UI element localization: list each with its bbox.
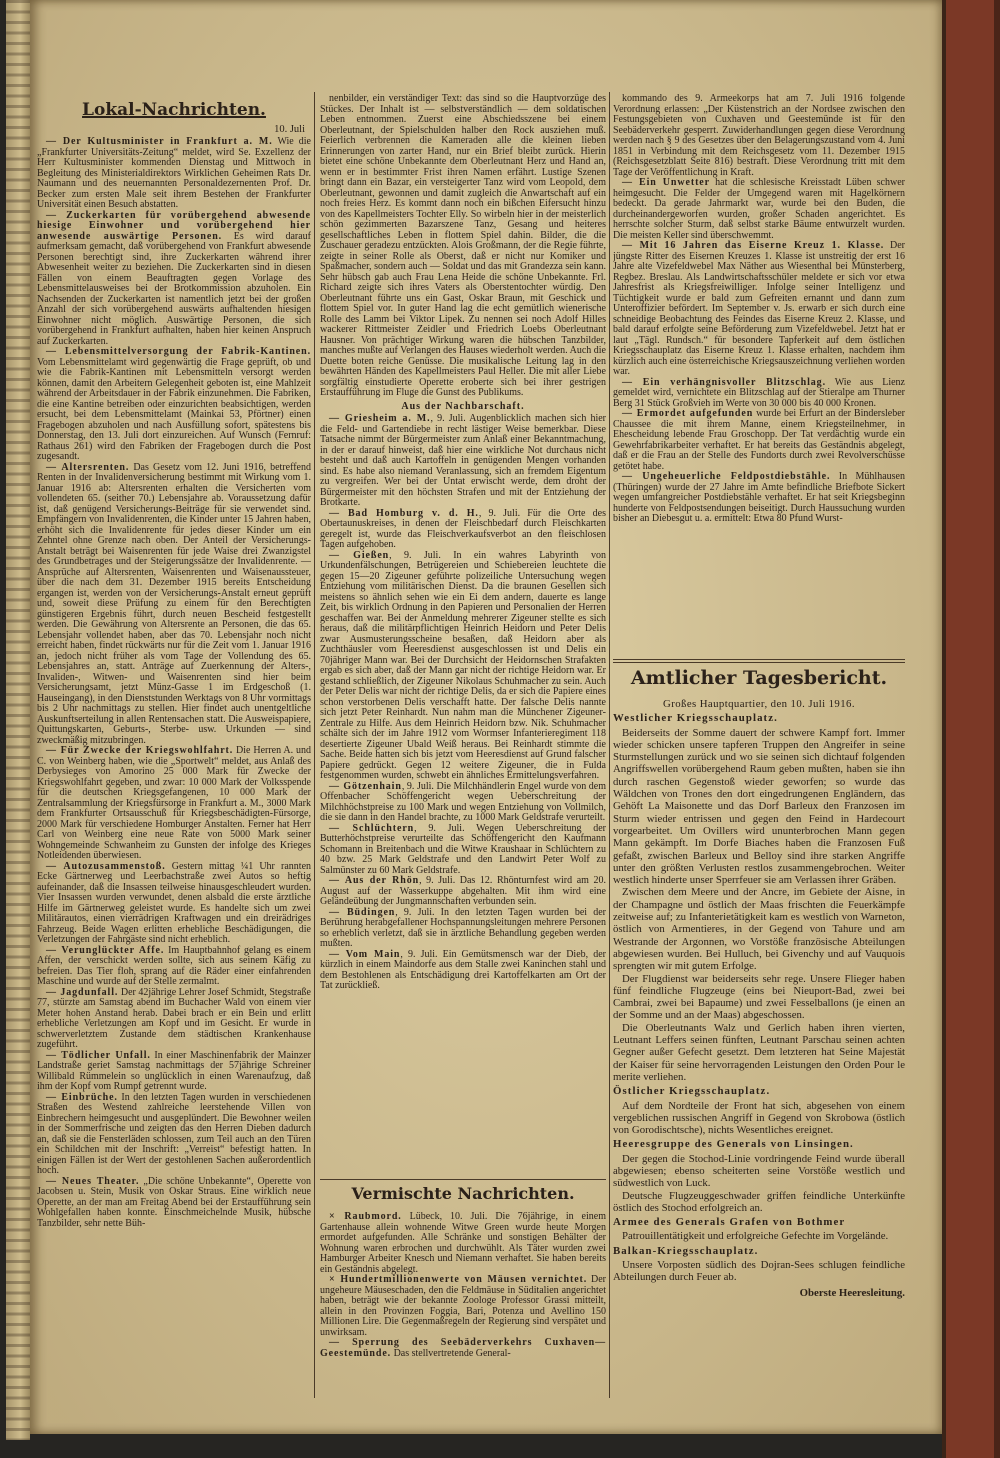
article-paragraph (613, 1100, 905, 1137)
article-lead: — Ermordet aufgefunden (622, 408, 754, 419)
article-lead: — Vom Main (329, 948, 401, 960)
article-lead: — Einbrüche. (46, 1091, 118, 1103)
article-text: Vom Lebensmittelamt wird gegenwärtig die Frage geprüft, ob und wie die Fabrik-Kantinen mit Lebensmitteln versorgt werden können, damit den Arbeitern Gelegenheit geboten ist, eine Mahlzeit während der Arbeitsdauer in der Fabrik einzunehmen. Die Fabriken, die eine Kantine betreiben oder einzurichten beabsichtigen, werden ersucht, bei dem Lebensmittelamt (Mainkai 53, Pförtner) einen Fragebogen abzuholen und nach Ausfüllung sofort, spätestens bis Donnerstag, den 13. Juli dort einzureichen. Auf Wunsch (Fernruf: Rathaus 261) wird den Fabriken der Fragebogen durch die Post zugesandt. (37, 356, 311, 462)
article-text: Die Oberleutnants Walz und Gerlich haben ihren vierten, Leutnant Leffers seinen fünften, Leutnant Parschau seinen achten Gegner außer Gefecht gesetzt. Dem letzteren hat Seine Majestät der Kaiser für seine hervorragenden Leistungen den Orden Pour le merite verliehen. (613, 1021, 905, 1083)
article-paragraph (320, 824, 606, 877)
vermischte-nachrichten-articles (320, 1212, 606, 1398)
article-paragraph (37, 746, 311, 862)
article-text: Im Hauptbahnhof gelang es einem Affen, der verschickt werden sollte, sich aus seinem Käfig zu befreien. Das Tier floh, sprang auf die Räder einer einfahrenden Maschine und wurde auf der Stelle zermalmt. (37, 944, 311, 987)
article-text: Auf dem Nordteile der Front hat sich, abgesehen von einem vergeblichen russischen Angriff in Gegend von Skrobowa (östlich von Gorodischtsche), nichts Wesentliches ereignet. (613, 1099, 905, 1137)
article-lead: — Ein verhängnisvoller Blitzschlag. (622, 376, 826, 388)
article-paragraph (37, 1093, 311, 1177)
article-paragraph (320, 950, 606, 992)
article-text: , 9. Juli. Augenblicklich machen sich hier die Feld- und Gartendiebe in recht lästiger Weise bemerkbar. Diese Tatsache nimmt der Bürgermeister zum Anlaß einer Bekanntmachung, in der er darauf hinweist, daß hier eine wirkliche Not durchaus nicht besteht und daß auch Kartoffeln in genügenden Mengen vorhanden sind. Es habe also niemand Veranlassung, sich an fremdem Eigentum zu vergreifen. Wer bei der Untat erwischt werde, dem droht der Bürgermeister mit den höchsten Strafen und mit der Entziehung der Brotkarte. (320, 413, 606, 508)
column-rule (314, 92, 315, 1398)
article-paragraph (320, 94, 606, 399)
report-dateline: Großes Hauptquartier, den 10. Juli 1916. (663, 698, 855, 710)
article-paragraph (37, 946, 311, 988)
article-lead: — Tödlicher Unfall. (46, 1049, 151, 1061)
article-lead: — Neues Theater. (46, 1175, 140, 1187)
article-text: Beiderseits der Somme dauert der schwere Kampf fort. Immer wieder schicken unsere tapferen Truppen den Angreifer in seine Sturmstellungen zurück und wo sie seinen sich dichtauf folgenden Angriffswellen vorübergehend Raum geben mußten, haben sie ihn durch raschen Gegenstoß wieder geworfen; so wurde das Wäldchen von Trones den dort eingedrungenen Engländern, das Gehöft La Maisonette und das Dorf Barleux den Franzosen im Sturm wieder entrissen und gegen den Feind in Hardecourt vorgearbeitet. Um Ovillers wird ununterbrochen Mann gegen Mann gekämpft. Im Dorfe Biaches haben die Franzosen Fuß gefaßt, zwischen Barleux und Belloy sind ihre starken Angriffe unter den größten Verlusten restlos zusammengebrochen. Weiter westlich hinderte unser Sperrfeuer sie am Verlassen ihrer Gräben. (613, 726, 905, 887)
article-paragraph (320, 1275, 606, 1338)
article-text: , 9. Juli. Das 12. Rhönturnfest wird am 20. August auf der Wasserkuppe abgehalten. Mit ihm wird eine Geländeübung der Jungmannschaften verbunden sein. (320, 875, 606, 907)
article-paragraph (613, 886, 905, 972)
article-paragraph (320, 414, 606, 509)
article-paragraph (613, 1230, 905, 1242)
article-text: Der gegen die Stochod-Linie vordringende Feind wurde überall abgewiesen; ebenso scheiterten seine Vorstöße westlich und südwestlich von Luck. (613, 1152, 905, 1190)
article-text: Unsere Vorposten südlich des Dojran-Sees schlugen feindliche Abteilungen durch Feuer ab. (613, 1259, 905, 1284)
article-paragraph (37, 1051, 311, 1093)
dateline: 10. Juli (274, 124, 305, 135)
article-text: Das Gesetz vom 12. Juni 1916, betreffend Renten in der Invalidenversicherung bestimmt mit Wirkung vom 1. Januar 1916 ab: Altersrenten erhalten die Versicherten vom vollendeten 65. (seither 70.) Lebensjahre ab. Voraussetzung dafür ist, daß genügend Versicherungs-Beiträge für sie verwendet sind. Empfängern von Invalidenrenten, die Kinder unter 15 Jahren haben, erhöht sich die Invalidenrente für jedes dieser Kinder um ein Zehntel ohne Grenze nach oben. Der Anteil der Versicherungs-Anstalt beträgt bei Waisenrenten für jede Waise drei Zwanzigstel des Grundbetrages und der Steigerungssätze der Invalidenrente. — Ansprüche auf Altersrenten, Waisenrenten und Waisenaussteuer, über die nach dem 31. Dezember 1915 bereits Entscheidung ergangen ist, werden von der Versicherungs-Anstalt erneut geprüft und, soweit diese Prüfung zu einem für den Berechtigten günstigeren Ergebnis führt, durch neuen Bescheid festgestellt werden. Die Gewährung von Altersrente an Personen, die das 65. Lebensjahr vollendet haben, aber das 70. Lebensjahr noch nicht erreicht haben, findet rückwärts nur für die Zeit vom 1. Januar 1916 an, jedoch nicht früher als vom Tage der Vollendung des 65. Lebensjahres an, statt. Anträge auf Zuerkennung der Alters-, Invaliden-, Witwen- und Waisenrenten sind hier beim Versicherungsamt, jetzt Münz-Gasse 1 im Erdgeschoß (1. Hauseingang), in den Dienststunden Werktags von 8 Uhr vormittags bis 2 Uhr nachmittags zu stellen. Hier findet auch unentgeltliche Auskunftserteilung in allen Rentensachen statt. Die Ausweispapiere, Quittungskarten, Geburts-, Sterbe- usw. Urkunden — sind zweckmäßig mitzubringen. (37, 461, 311, 746)
article-paragraph (320, 908, 606, 950)
article-text: In einer Maschinenfabrik der Mainzer Landstraße geriet Samstag nachmittags der 57jährige Schreiner Willibald Rümmelein so unglücklich in einen Warenaufzug, daß ihm der Kopf vom Rumpf getrennt wurde. (37, 1049, 311, 1092)
article-paragraph (613, 1190, 905, 1215)
section-rule (613, 662, 905, 663)
article-lead: — Der Kultusminister in Frankfurt a. M. (46, 137, 273, 147)
article-lead: — Autozusammenstoß. (46, 860, 166, 872)
article-text: Zwischen dem Meere und der Ancre, im Gebiete der Aisne, in der Champagne und östlich der Maas frischten die Feuerkämpfe zeitweise auf; zu Infanterietätigkeit kam es westlich von Warneton, östlich von Armentieres, in der Gegend von Tahure und am Westrande der Argonnen, wo Vorstöße französische Abteilungen abgewiesen wurden. Bei Hulluch, bei Givenchy und auf Vauquois sprengten wir mit gutem Erfolge. (613, 886, 905, 973)
article-paragraph (320, 509, 606, 551)
article-paragraph (613, 178, 905, 241)
report-signature: Oberste Heeresleitung. (799, 1286, 905, 1299)
article-text: Es wird darauf aufmerksam gemacht, daß vorübergehend von Frankfurt abwesende Personen berechtigt sind, ihre Zuckerkarten während ihrer Abwesenheit weiter zu beziehen. Die Zuckerkarten sind in diesen Fällen von einem Beauftragten gegen Vorlage des Lebensmittelausweises bei der Brotkommission abzuholen. Ein Nachsenden der Zuckerkarten ist namentlich jetzt bei der großen Anzahl der sich vorübergehend auswärts aufhaltenden hiesigen Einwohner nicht möglich. Auswärtige Personen, die sich vorübergehend in Frankfurt aufhalten, haben hier keinen Anspruch auf Zuckerkarten. (37, 230, 311, 347)
article-paragraph (613, 241, 905, 378)
article-paragraph (613, 1153, 905, 1190)
article-text: Lübeck, 10. Juli. Die 76jährige, in einem Gartenhause allein wohnende Witwe Green wurde heute Morgen ermordet aufgefunden. Alle Schränke und sonstigen Behälter der Wohnung waren erbrochen und durchwühlt. Als Täter wurden zwei Hamburger Arbeiter Knesch und Niemann verhaftet. Sie haben bereits ein Geständnis abgelegt. (320, 1212, 606, 1275)
article-lead: — Bad Homburg v. d. H. (329, 507, 479, 519)
article-text: In den letzten Tagen wurden in verschiedenen Straßen des Westend zahlreiche leerstehende Villen von Einbrechern heimgesucht und ausgeplündert. Die Bewohner weilen in der Sommerfrische und zeigten das den Herren Dieben dadurch an, daß sie die Fensterläden schlossen, zum Teil auch an den Türen ein Schildchen mit der Inschrift: „Verreist“ befestigt hatten. In einigen Fällen ist der Wert der gestohlenen Sachen außerordentlich hoch. (37, 1091, 311, 1176)
article-lead: — Altersrenten. (46, 461, 130, 473)
article-paragraph (320, 1212, 606, 1275)
book-binding (942, 0, 1000, 1458)
section-rule (613, 659, 905, 660)
article-text: hat die schlesische Kreisstadt Lüben schwer heimgesucht. Die Felder der Umgegend waren mit Hagelkörnern bedeckt. Da gerade Jahrmarkt war, wurde bei den Buden, die durcheinandergeworfen wurden, großer Schaden angerichtet. Es herrschte solcher Sturm, daß selbst starke Bäume entwurzelt wurden. Die meisten Keller sind überschwemmt. (613, 177, 905, 241)
article-lead: — Verunglückter Affe. (46, 944, 165, 956)
article-text: nenbilder, ein verständiger Text: das sind so die Hauptvorzüge des Stückes. Der Inhalt ist — selbstverständlich — dem soldatischen Leben entnommen. Zuerst eine Abschiedsszene bei einem Oberleutnant, der Spielschulden halber den Rock ausziehen muß. Feierlich verbrennen die Kameraden alle die kleinen lieben Erinnerungen von zarter Hand, nur ein Brief bleibt zurück. Hierin bietet eine schöne Unbekannte dem Oberleutnant Herz und Hand an, wenn er in bestimmter Frist ihren Namen erfährt. Lustige Szenen bringt dann ein Bazar, ein versteigerter Tanz wird vom Leopold, dem Oberleutnant, gewonnen und damit zugleich die Anwartschaft auf ein noch freies Herz. Es kommt dann noch ein bißchen Eifersucht hinzu von des Kapellmeisters Tochter Elly. So wirbeln hier in der meisterlich schön gezimmerten Bazarszene Tanz, Gesang und heiteres gesellschaftliches Leben in flottem Spiel dahin. Bilder, die die Zuschauer geradezu entzückten. Alois Großmann, der die Regie führte, zeigte in seiner Rolle als Oberst, daß er nicht nur Komiker und Spaßmacher, sondern auch — Soldat und das mit Grandezza sein kann. Sehr hübsch gab auch Frau Lena Heide die schöne Unbekannte. Frl. Richard zeigte sich ihres Vaters als Oberstentochter würdig. Den Oberleutnant führte uns ein Gast, Oskar Braun, mit Geschick und flottem Spiel vor. In guter Hand lag die echt gemütlich wienerische Rolle des Lamm bei Viktor Lipek. Zu nennen sei noch Adolf Hilles wackerer Rittmeister Zeidler und Friedrich Loebs Oberleutnant Hausner. Von prächtiger Wirkung waren die hübschen Tanzbilder, manches mußte auf Verlangen des Hauses wiederholt werden. Auch die Duette boten reiche Genüsse. Die musikalische Leitung lag in den bewährten Händen des Kapellmeisters Paul Heller. Die mit aller Liebe sorgfältig einstudierte Operette eroberte sich bei ihrer gestrigen Erstaufführung im Fluge die Gunst des Publikums. (320, 94, 606, 398)
article-lead: — Griesheim a. M. (329, 413, 431, 424)
article-paragraph (320, 876, 606, 908)
article-text: Deutsche Flugzeuggeschwader griffen feindliche Unterkünfte östlich des Stochod erfolgreich an. (613, 1189, 905, 1214)
amtlicher-tagesbericht-heading: Amtlicher Tagesbericht. (630, 667, 888, 689)
article-paragraph (37, 862, 311, 946)
article-paragraph (613, 727, 905, 887)
article-text: , 9. Juli. In ein wahres Labyrinth von Urkundenfälschungen, Betrügereien und Schiebereien leuchtete die gegen 15—20 Zigeuner geführte polizeiliche Untersuchung wegen Entziehung vom militärischen Dienst. Da die braunen Gesellen sich meistens so ähnlich sehen wie ein Ei dem andern, dauerte es lange Zeit, bis wirklich Ordnung in den Papieren und Personalien der Herren geschaffen war. Bei der Anmeldung mehrerer Zigeuner stellte es sich heraus, daß die militärpflichtigen Heinrich Heidorn und Peter Delis zwar Ausmusterungsscheine besaßen, daß Heidorn aber als Zuchthäusler vom Heeresdienst ausgeschlossen ist und Delis ein 70jähriger Mann war. Bei der Durchsicht der Heidornschen Strafakten ergab es sich aber, daß der Mann gar nicht der richtige Heidorn war. Er gestand schließlich, der Zigeuner Nikolaus Schuhmacher zu sein. Auch der Peter Delis war nicht der richtige Delis, da er sich die Papiere eines schon verstorbenen Delis verschafft hatte. Der falsche Delis nannte sich jetzt Peter Reinhardt. Nun nahm man die Münchener Zigeuner-Zentrale zu Hilfe. Aus dem Heinrich Heidorn bzw. Nik. Schuhmacher schälte sich der im Jahre 1912 vom Wormser Infanterieregiment 118 desertierte Zigeuner Ubald Weiß heraus. Bei Reinhardt stimmte die Sache. Beide hatten sich bis jetzt vom Heeresdienst auf Grund falscher Papiere gedrückt. Gegen 12 weitere Zigeuner, die in Fulda festgenommen wurden, schwebt ein ähnliches Ermittelungsverfahren. (320, 549, 606, 781)
article-lead: — Lebensmittelversorgung der Fabrik-Kantinen. (46, 346, 311, 357)
section-rule (320, 1179, 606, 1180)
article-lead: — Götzenhain (329, 780, 402, 792)
article-lead: — Büdingen (329, 906, 396, 918)
section-subheading: Heeresgruppe des Generals von Linsingen. (613, 1138, 854, 1151)
article-paragraph (37, 211, 311, 348)
article-paragraph (37, 347, 311, 463)
section-subheading: Balkan-Kriegsschauplatz. (613, 1244, 759, 1257)
adjacent-page-edge (6, 0, 30, 1440)
article-lead: — Ungeheuerliche Feldpostdiebstähle. (622, 471, 831, 482)
section-subheading: Östlicher Kriegsschauplatz. (613, 1085, 771, 1098)
article-paragraph (320, 551, 606, 782)
article-paragraph (613, 472, 905, 525)
article-paragraph (613, 409, 905, 472)
article-text: Wie die „Frankfurter Universitäts-Zeitung“ meldet, wird Se. Exzellenz der Herr Kultusminister kommenden Dienstag und Mittwoch in Begleitung des Ministerialdirektors Wirklichen Geheimen Rats Dr. Naumann und des neuernannten Personaldezernenten Prof. Dr. Becker zum ersten Male seit ihrem Bestehen der Frankfurter Universität einen Besuch abstatten. (37, 137, 311, 210)
article-paragraph (37, 1177, 311, 1230)
article-text: kommando des 9. Armeekorps hat am 7. Juli 1916 folgende Verordnung erlassen: „Der Küstenstrich an der Nordsee zwischen den Festungsgebieten von Cuxhaven und Geestemünde ist für den Seebäderverkehr gesperrt. Zuwiderhandlungen gegen diese Verordnung werden nach § 9 des Gesetzes über den Belagerungszustand vom 4. Juni 1851 in Verbindung mit dem Reichsgesetz vom 11. Dezember 1915 (Reichsgesetzblatt Seite 816) bestraft. Diese Verordnung tritt mit dem Tage der Veröffentlichung in Kraft. (613, 94, 905, 178)
column-2-articles (320, 94, 606, 1176)
article-text: Der ungeheure Mäuseschaden, den die Feldmäuse in Süditalien angerichtet haben, beträgt wie der bekannte Zoologe Professor Grassi mitteilt, allein in den Provinzen Foggia, Bari, Potenza und Avellino 150 Millionen Lire. Die Gegenmaßregeln der Regierung sind verspätet und unwirksam. (320, 1274, 606, 1338)
article-paragraph (37, 988, 311, 1051)
article-text: Wie aus Lienz gemeldet wird, vernichtete ein Blitzschlag auf der Stieralpe am Thurner Berg 31 Stück Großvieh im Werte von 30 000 bis 40 000 Kronen. (613, 376, 905, 409)
article-text: Der Flugdienst war beiderseits sehr rege. Unsere Flieger haben fünf feindliche Flugzeuge (eins bei Nieuport-Bad, zwei bei Cambrai, zwei bei Bapaume) und zwei Fesselballons (je einen an der Somme und an der Maas) abgeschossen. (613, 972, 905, 1022)
article-text: Patrouillentätigkeit und erfolgreiche Gefechte im Vorgelände. (622, 1230, 889, 1243)
article-text: Gestern mittag ¼1 Uhr rannten Ecke Gärtnerweg und Leerbachstraße zwei Autos so heftig aufeinander, daß die Insassen teilweise hinausgeschleudert wurden. Vier Insassen wurden verwundet, denen alsbald die erste ärztliche Hilfe im Gärtnerweg geleistet wurde. Es handelte sich um zwei Militärautos, einen vierrädrigen Kraftwagen und ein dreirädriges Fahrzeug. Beide Wagen erlitten erhebliche Beschädigungen, die Verletzungen der Fahrgäste sind nicht erheblich. (37, 860, 311, 945)
article-lead: — Schlüchtern (329, 822, 415, 834)
article-text: wurde bei Erfurt an der Bindersleber Chaussee die mit ihrem Manne, einem Kriegsteilnehmer, in Ehescheidung lebende Frau Groschopp. Der Tat verdächtig wurde ein Gewehrfabrikarbeiter verhaftet. Er hat bereits das Geständnis abgelegt, daß er die Frau an der Stelle des Fundorts durch zwei Revolverschüsse getötet habe. (613, 408, 905, 472)
lokal-nachrichten-heading: Lokal-Nachrichten. (82, 100, 266, 120)
article-text: , 9. Juli. Die Milchhändlerin Engel wurde von dem Offenbacher Schöffengericht wegen Ueberschreitung der Milchhöchstpreise zu 100 Mark und wegen Entziehung von Vollmilch, die sie dann in den Handel brachte, zu 1000 Mark Geldstrafe verurteilt. (320, 780, 606, 823)
section-subheading: Westlicher Kriegsschauplatz. (613, 712, 778, 725)
section-subheading: Armee des Generals Grafen von Bothmer (613, 1216, 846, 1229)
column-1-articles (37, 137, 311, 1399)
article-paragraph (613, 973, 905, 1022)
article-lead: — Für Zwecke der Kriegswohlfahrt. (46, 745, 234, 756)
article-text: „Die schöne Unbekannte“, Operette von Jacobsen u. Stein, Musik von Oskar Straus. Eine wirklich neue Operette, an der man am Freitag Abend bei der Erstaufführung sein Wohlgefallen haben konnte. Einschmeichelnde Musik, hübsche Tanzbilder, sehr nette Büh- (37, 1175, 311, 1229)
article-paragraph (37, 137, 311, 211)
article-text: , 9. Juli. Ein Gemütsmensch war der Dieb, der kürzlich in einem Maindorfe aus dem Stalle zwei Kaninchen stahl und dem Bestohlenen als Entschädigung drei Kartoffelkarten am Ort der Tat zurückließ. (320, 948, 606, 991)
article-paragraph (613, 378, 905, 410)
article-lead: — Zuckerkarten für vorübergehend abwesende hiesige Einwohner und vorübergehend hier anwesende auswärtige Personen. (37, 209, 311, 242)
article-paragraph (613, 1022, 905, 1083)
article-lead: × Raubmord. (329, 1212, 402, 1222)
article-text: Der 42jährige Lehrer Josef Schmidt, Stegstraße 77, stürzte am Samstag abend im Buchacher Wald von einem vier Meter hohen Anstand herab. Dabei brach er ein Bein und erlitt erhebliche Verletzungen am Kopf und im Gesicht. Er wurde in schwerverletztem Zustande dem städtischen Krankenhause zugeführt. (37, 986, 311, 1050)
article-text: Das stellvertretende General- (391, 1347, 511, 1359)
article-lead: — Ein Unwetter (622, 177, 710, 188)
article-text: , 9. Juli. Für die Orte des Obertaunuskreises, in denen der Fleischbedarf durch Fleischkarten geregelt ist, wurde das Fleischverkaufsverbot an den fleischlosen Tagen aufgehoben. (320, 507, 606, 550)
article-lead: — Gießen (329, 549, 390, 561)
article-paragraph (320, 1338, 606, 1359)
article-text: , 9. Juli. In den letzten Tagen wurden bei der Berührung herabgefallener Hochspannungsleitungen mehrere Personen so erheblich verletzt, daß sie in ärztliche Behandlung gegeben werden mußten. (320, 906, 606, 949)
tagesbericht-text (613, 698, 905, 1390)
article-text: Der jüngste Ritter des Eisernen Kreuzes 1. Klasse ist unstreitig der erst 16 Jahre alte Vizefeldwebel Max Näther aus Wiesenthal bei Münsterberg, Regbez. Breslau. Als Landwirtschaftsschüler meldete er sich vor etwa Jahresfrist als Kriegsfreiwilliger. Infolge seiner Intelligenz und Tüchtigkeit wurde er bald zum Gefreiten ernannt und dann zum Unteroffizier befördert. Im September v. Js. erwarb er sich durch eine schneidige Beobachtung des Feindes das Eiserne Kreuz 2. Klasse, und bald darauf erfolgte seine Beförderung zum Vizefeldwebel. Jetzt hat er laut „Tägl. Rundsch.“ für besondere Tapferkeit auf dem östlichen Kriegsschauplatz das Eiserne Kreuz 1. Klasse erhalten, nachdem ihm kürzlich auch eine österreichische Kriegsauszeichnung verliehen worden war. (613, 240, 905, 377)
article-paragraph (320, 782, 606, 824)
article-lead: × Hundertmillionenwerte von Mäusen vernichtet. (329, 1274, 588, 1285)
article-paragraph (613, 94, 905, 178)
column-rule (609, 92, 610, 1398)
article-paragraph (613, 1259, 905, 1284)
section-subheading: Aus der Nachbarschaft. (401, 400, 525, 412)
article-paragraph (37, 463, 311, 747)
article-text: , 9. Juli. Wegen Ueberschreitung der Butterhöchstpreise verurteilte das Schöffengericht den Kaufmann Schomann in Breitenbach und die Witwe Kraushaar in Schlüchtern zu 40 bzw. 25 Mark Geldstrafe und den Landwirt Peter Wolf zu Salmünster zu 60 Mark Geldstrafe. (320, 822, 606, 876)
article-text: In Mühlhausen (Thüringen) wurde der 27 Jahre im Amte befindliche Briefbote Sickert wegen umfangreicher Postdiebstähle verhaftet. Er hat seit Kriegsbeginn hunderte von Feldpostsendungen beiseitigt. Durch Haussuchung wurden bisher an Diebesgut u. a. ermittelt: Etwa 80 Pfund Wurst- (613, 471, 905, 524)
vermischte-nachrichten-heading: Vermischte Nachrichten. (351, 1184, 575, 1203)
article-lead: — Jagdunfall. (46, 986, 119, 998)
article-lead: — Sperrung des Seebäderverkehrs Cuxhaven—Geestemünde. (320, 1337, 606, 1359)
article-lead: — Aus der Rhön (329, 875, 420, 886)
column-3-articles (613, 94, 905, 656)
article-lead: — Mit 16 Jahren das Eiserne Kreuz 1. Klasse. (622, 240, 885, 251)
article-text: Die Herren A. und C. von Weinberg haben, wie die „Sportwelt“ meldet, aus Anlaß des Derbysieges von Amorino 25 000 Mark für Zwecke der Kriegswohlfahrt gegeben, und zwar: 10 000 Mark der Volksspende für die deutschen Kriegsgefangenen, 10 000 Mark der Zentralsammlung der Kriegsfürsorge in Frankfurt a. M., 3000 Mark dem Frankfurter Ortsausschuß für Kriegsbeschädigten-Fürsorge, 2000 Mark für verschiedene Homburger Anstalten. Ferner hat Herr Carl von Weinberg eine neue Rate von 5000 Mark seiner Wohngemeinde Schwanheim zu Gunsten der infolge des Krieges Notleidenden überwiesen. (37, 745, 311, 861)
